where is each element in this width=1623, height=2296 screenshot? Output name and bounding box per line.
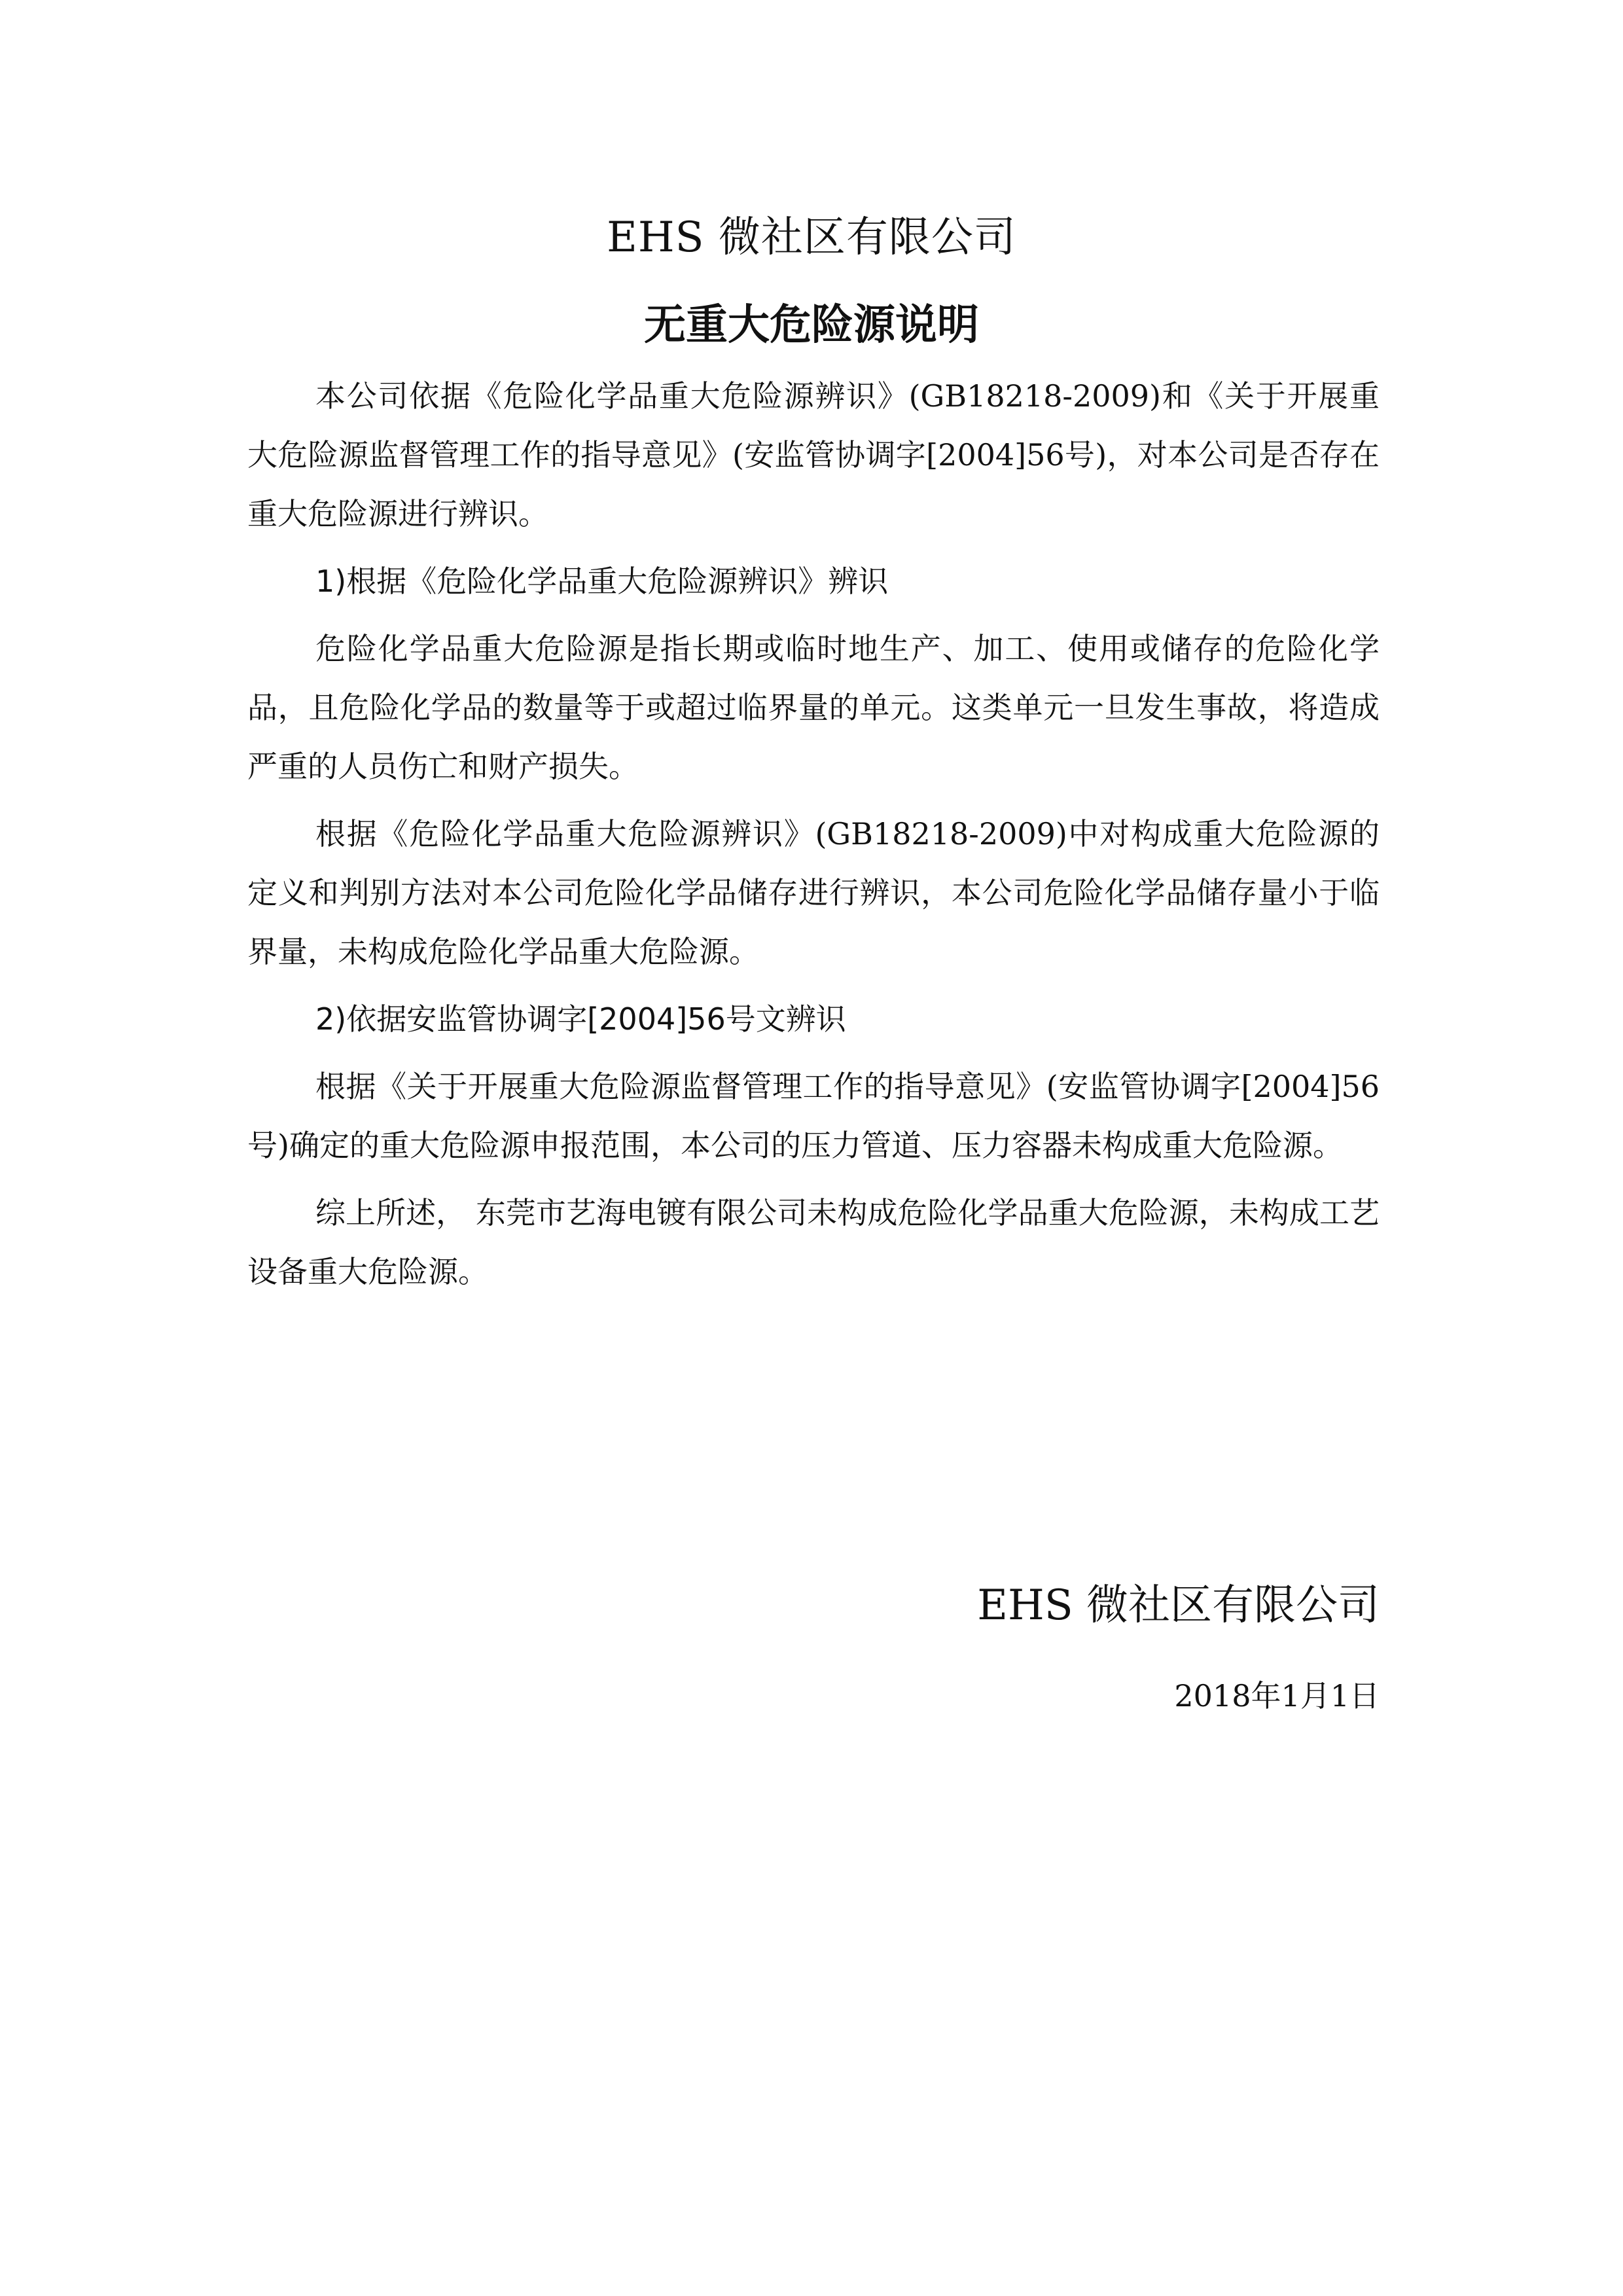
company-header: EHS 微社区有限公司 (607, 213, 1016, 262)
section-1-heading: 1)根据《危险化学品重大危险源辨识》辨识 (315, 564, 889, 599)
section-1-paragraph-1: 危险化学品重大危险源是指长期或临时地生产、加工、使用或储存的危险化学品，且危险化学品的数量等于或超过临界量的单元。这类单元一旦发生事故，将造成严重的人员伤亡和财产损失。 (247, 631, 1380, 784)
section-2-heading: 2)依据安监管协调字[2004]56号文辨识 (315, 1001, 846, 1037)
signature-company: EHS 微社区有限公司 (977, 1581, 1380, 1630)
document-body (247, 367, 1380, 1310)
conclusion-paragraph: 综上所述， 东莞市艺海电镀有限公司未构成危险化学品重大危险源，未构成工艺设备重大危险源。 (247, 1195, 1380, 1289)
section-1-paragraph-2: 根据《危险化学品重大危险源辨识》(GB18218-2009)中对构成重大危险源的定义和判别方法对本公司危险化学品储存进行辨识，本公司危险化学品储存量小于临界量，未构成危险化学品重大危险源。 (247, 816, 1380, 969)
signature-date: 2018年1月1日 (1174, 1678, 1380, 1713)
document-title: 无重大危险源说明 (644, 301, 979, 350)
section-2-paragraph-1: 根据《关于开展重大危险源监督管理工作的指导意见》(安监管协调字[2004]56号)确定的重大危险源申报范围，本公司的压力管道、压力容器未构成重大危险源。 (247, 1069, 1380, 1163)
intro-paragraph: 本公司依据《危险化学品重大危险源辨识》(GB18218-2009)和《关于开展重大危险源监督管理工作的指导意见》(安监管协调字[2004]56号)，对本公司是否存在重大危险源进行辨识。 (247, 378, 1380, 531)
